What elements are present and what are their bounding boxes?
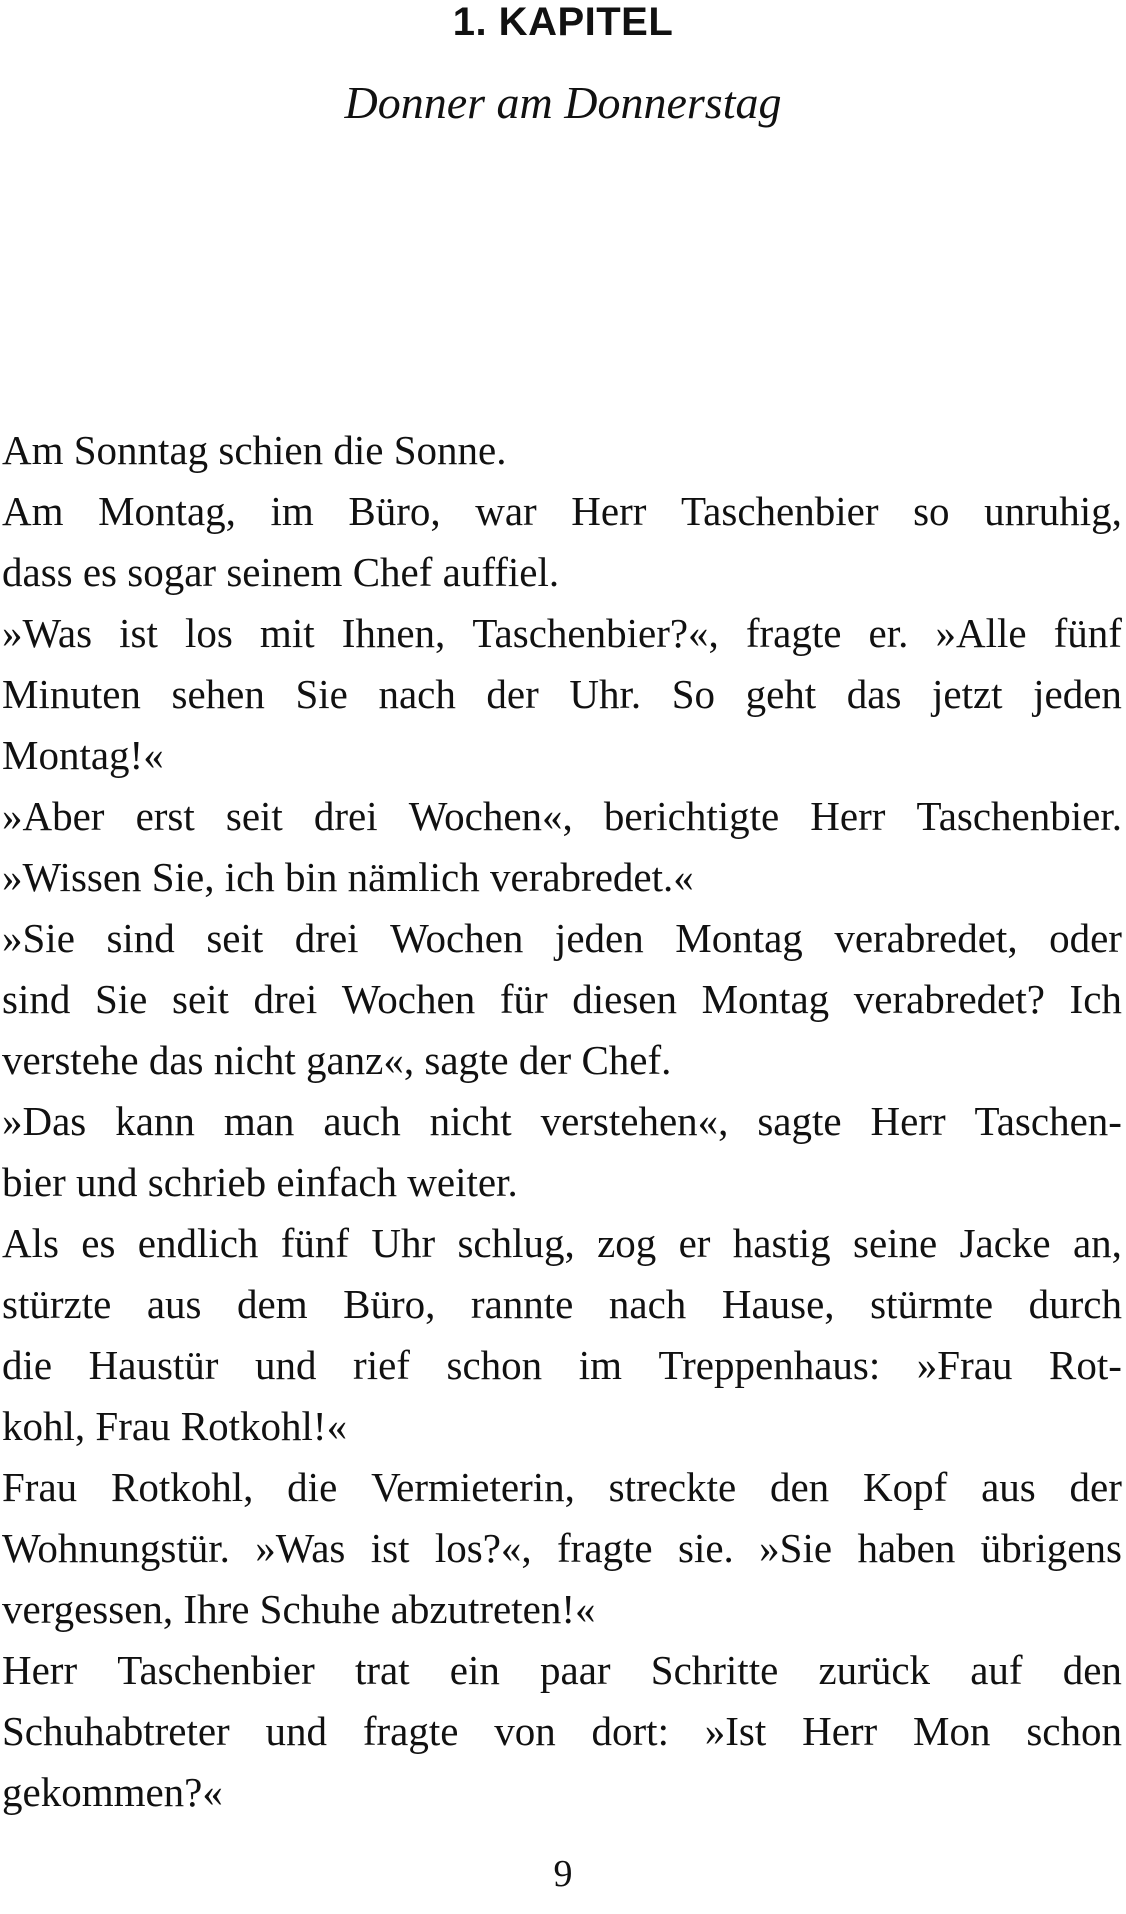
text-line: »Was ist los mit Ihnen, Taschenbier?«, fragte er. »Alle fünf — [2, 610, 1122, 656]
text-line: Als es endlich fünf Uhr schlug, zog er hastig seine Jacke an, — [2, 1220, 1122, 1266]
text-line: Frau Rotkohl, die Vermieterin, streckte den Kopf aus der — [2, 1464, 1122, 1510]
text-line: dass es sogar seinem Chef auffiel. — [2, 549, 560, 595]
text-line: »Wissen Sie, ich bin nämlich verabredet.« — [2, 854, 694, 900]
text-line: stürzte aus dem Büro, rannte nach Hause, stürmte durch — [2, 1281, 1122, 1327]
page-number: 9 — [553, 1853, 573, 1895]
text-line: Schuhabtreter und fragte von dort: »Ist Herr Mon schon — [2, 1708, 1122, 1754]
text-line: vergessen, Ihre Schuhe abzutreten!« — [2, 1586, 596, 1632]
text-line: »Aber erst seit drei Wochen«, berichtigte Herr Taschenbier. — [2, 793, 1122, 839]
text-line: »Sie sind seit drei Wochen jeden Montag verabredet, oder — [2, 915, 1122, 961]
text-line: »Das kann man auch nicht verstehen«, sagte Herr Taschen- — [2, 1098, 1122, 1144]
text-line: Am Sonntag schien die Sonne. — [2, 427, 507, 473]
text-line: Wohnungstür. »Was ist los?«, fragte sie. »Sie haben übrigens — [2, 1525, 1122, 1571]
text-line: die Haustür und rief schon im Treppenhaus: »Frau Rot- — [2, 1342, 1122, 1388]
text-line: Am Montag, im Büro, war Herr Taschenbier so unruhig, — [2, 488, 1122, 534]
text-line: bier und schrieb einfach weiter. — [2, 1159, 518, 1205]
text-line: sind Sie seit drei Wochen für diesen Montag verabredet? Ich — [2, 976, 1122, 1022]
body-text — [2, 420, 1122, 1823]
text-line: Minuten sehen Sie nach der Uhr. So geht das jetzt jeden — [2, 671, 1122, 717]
text-line: Herr Taschenbier trat ein paar Schritte zurück auf den — [2, 1647, 1122, 1693]
text-line: Montag!« — [2, 732, 164, 778]
text-line: verstehe das nicht ganz«, sagte der Chef. — [2, 1037, 672, 1083]
chapter-subtitle: Donner am Donnerstag — [344, 77, 782, 128]
text-line: kohl, Frau Rotkohl!« — [2, 1403, 348, 1449]
text-line: gekommen?« — [2, 1769, 223, 1815]
chapter-heading: 1. KAPITEL — [452, 0, 674, 44]
